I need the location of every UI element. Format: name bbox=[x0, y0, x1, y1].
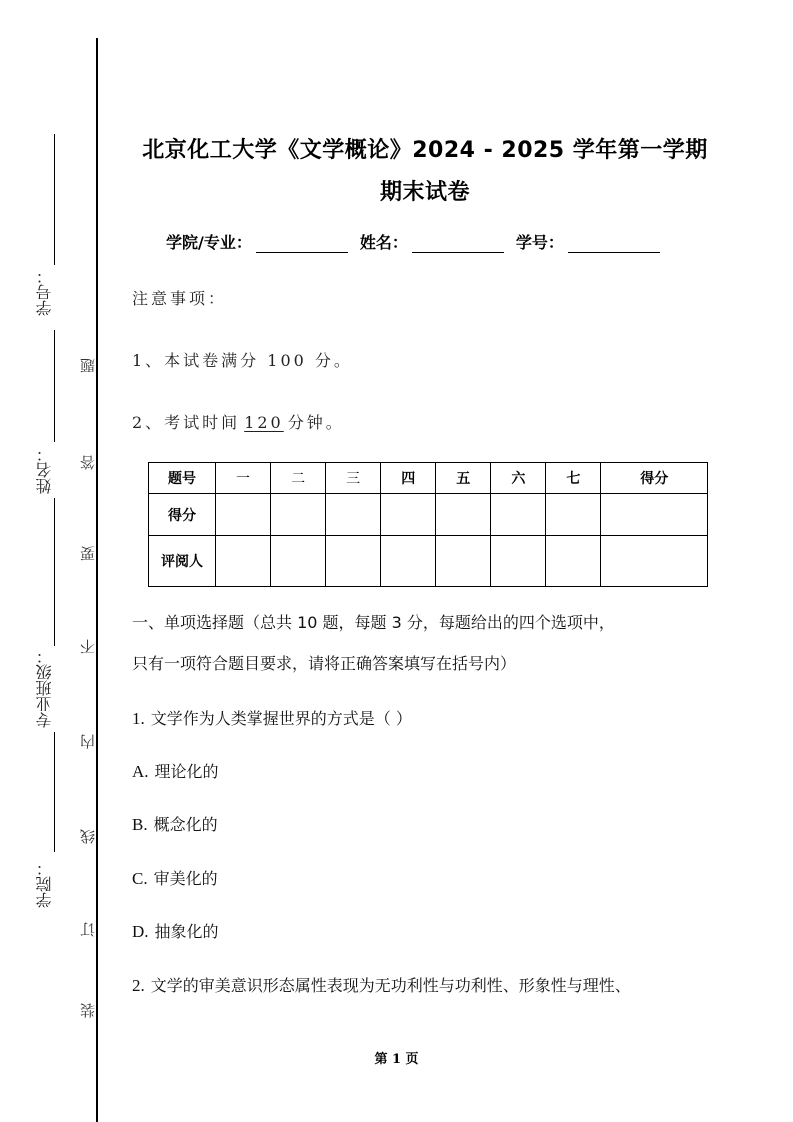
grader-cell[interactable] bbox=[546, 536, 601, 587]
table-row bbox=[149, 536, 708, 587]
option-text: 审美化的 bbox=[153, 869, 218, 888]
exam-duration-value: 120 bbox=[244, 413, 284, 432]
score-cell[interactable] bbox=[546, 494, 601, 536]
margin-warning-char: 装 bbox=[79, 1003, 97, 1018]
note-item-2-prefix: 2、考试时间 bbox=[132, 413, 241, 432]
margin-warning-char: 线 bbox=[79, 829, 97, 844]
option-text: 概念化的 bbox=[153, 815, 218, 834]
score-cell[interactable] bbox=[271, 494, 326, 536]
option-text: 抽象化的 bbox=[154, 922, 219, 941]
grader-cell[interactable] bbox=[216, 536, 271, 587]
header-cell: 三 bbox=[326, 463, 381, 494]
header-cell: 七 bbox=[546, 463, 601, 494]
note-item-2-suffix: 分钟。 bbox=[287, 413, 345, 432]
exam-title-line1: 北京化工大学《文学概论》2024 - 2025 学年第一学期 bbox=[142, 138, 708, 163]
question-number: 1. bbox=[132, 709, 145, 728]
grader-cell[interactable] bbox=[381, 536, 436, 587]
table-row bbox=[149, 494, 708, 536]
student-id-label: 学号： bbox=[33, 268, 57, 316]
header-cell: 题号 bbox=[149, 463, 216, 494]
note-item-2 bbox=[132, 410, 345, 433]
margin-warning-char: 内 bbox=[79, 734, 97, 749]
header-cell: 一 bbox=[216, 463, 271, 494]
page-number: 第 1 页 bbox=[374, 1052, 419, 1067]
major-class-label: 专业班级： bbox=[33, 648, 57, 728]
margin-line-segment bbox=[54, 498, 55, 646]
header-cell: 四 bbox=[381, 463, 436, 494]
row-label: 得分 bbox=[149, 494, 216, 536]
score-cell[interactable] bbox=[326, 494, 381, 536]
grader-cell[interactable] bbox=[271, 536, 326, 587]
grader-cell[interactable] bbox=[601, 536, 708, 587]
section1-heading-line1: 一、单项选择题（总共 10 题，每题 3 分，每题给出的四个选项中， bbox=[132, 613, 615, 632]
question-1 bbox=[132, 706, 412, 729]
grader-cell[interactable] bbox=[436, 536, 491, 587]
notes-heading: 注意事项： bbox=[132, 289, 228, 308]
section1-heading-line2: 只有一项符合题目要求，请将正确答案填写在括号内） bbox=[132, 654, 517, 673]
option-a bbox=[132, 759, 219, 782]
exam-title-line2: 期末试卷 bbox=[379, 180, 470, 205]
student-info-line bbox=[166, 230, 672, 253]
option-text: 理论化的 bbox=[154, 762, 219, 781]
question-2 bbox=[132, 973, 631, 996]
margin-line-segment bbox=[54, 732, 55, 852]
margin-warning-char: 订 bbox=[79, 922, 97, 937]
margin-warning-char: 答 bbox=[79, 455, 97, 470]
margin-line-segment bbox=[54, 134, 55, 265]
grader-cell[interactable] bbox=[326, 536, 381, 587]
margin-warning-char: 要 bbox=[79, 546, 97, 561]
question-number: 2. bbox=[132, 976, 145, 995]
score-cell[interactable] bbox=[601, 494, 708, 536]
college-label-vertical: 学院： bbox=[33, 860, 57, 908]
question-text: 文学的审美意识形态属性表现为无功利性与功利性、形象性与理性、 bbox=[150, 976, 631, 995]
option-letter: C. bbox=[132, 869, 148, 888]
score-cell[interactable] bbox=[216, 494, 271, 536]
note-item-1: 1、本试卷满分 100 分。 bbox=[132, 351, 353, 370]
margin-line-segment bbox=[54, 330, 55, 442]
college-major-blank[interactable] bbox=[256, 236, 348, 253]
option-c bbox=[132, 866, 218, 889]
header-cell: 二 bbox=[271, 463, 326, 494]
name-label-vertical: 姓名： bbox=[33, 446, 57, 494]
header-cell: 五 bbox=[436, 463, 491, 494]
student-id-label-header: 学号： bbox=[515, 233, 564, 252]
row-label: 评阅人 bbox=[149, 536, 216, 587]
score-cell[interactable] bbox=[436, 494, 491, 536]
margin-warning-char: 不 bbox=[79, 639, 97, 654]
student-id-blank[interactable] bbox=[568, 236, 660, 253]
score-table-header-row bbox=[149, 463, 708, 494]
score-table bbox=[148, 462, 708, 587]
score-cell[interactable] bbox=[381, 494, 436, 536]
option-letter: D. bbox=[132, 922, 149, 941]
binding-line bbox=[96, 38, 98, 1122]
option-d bbox=[132, 919, 219, 942]
name-label: 姓名： bbox=[359, 233, 408, 252]
name-blank[interactable] bbox=[412, 236, 504, 253]
grader-cell[interactable] bbox=[491, 536, 546, 587]
college-major-label: 学院/专业： bbox=[166, 233, 252, 252]
option-letter: B. bbox=[132, 815, 148, 834]
question-text: 文学作为人类掌握世界的方式是（ ） bbox=[150, 709, 412, 728]
header-cell: 得分 bbox=[601, 463, 708, 494]
margin-warning-char: 题 bbox=[79, 358, 97, 373]
option-b bbox=[132, 812, 218, 835]
score-cell[interactable] bbox=[491, 494, 546, 536]
header-cell: 六 bbox=[491, 463, 546, 494]
option-letter: A. bbox=[132, 762, 149, 781]
